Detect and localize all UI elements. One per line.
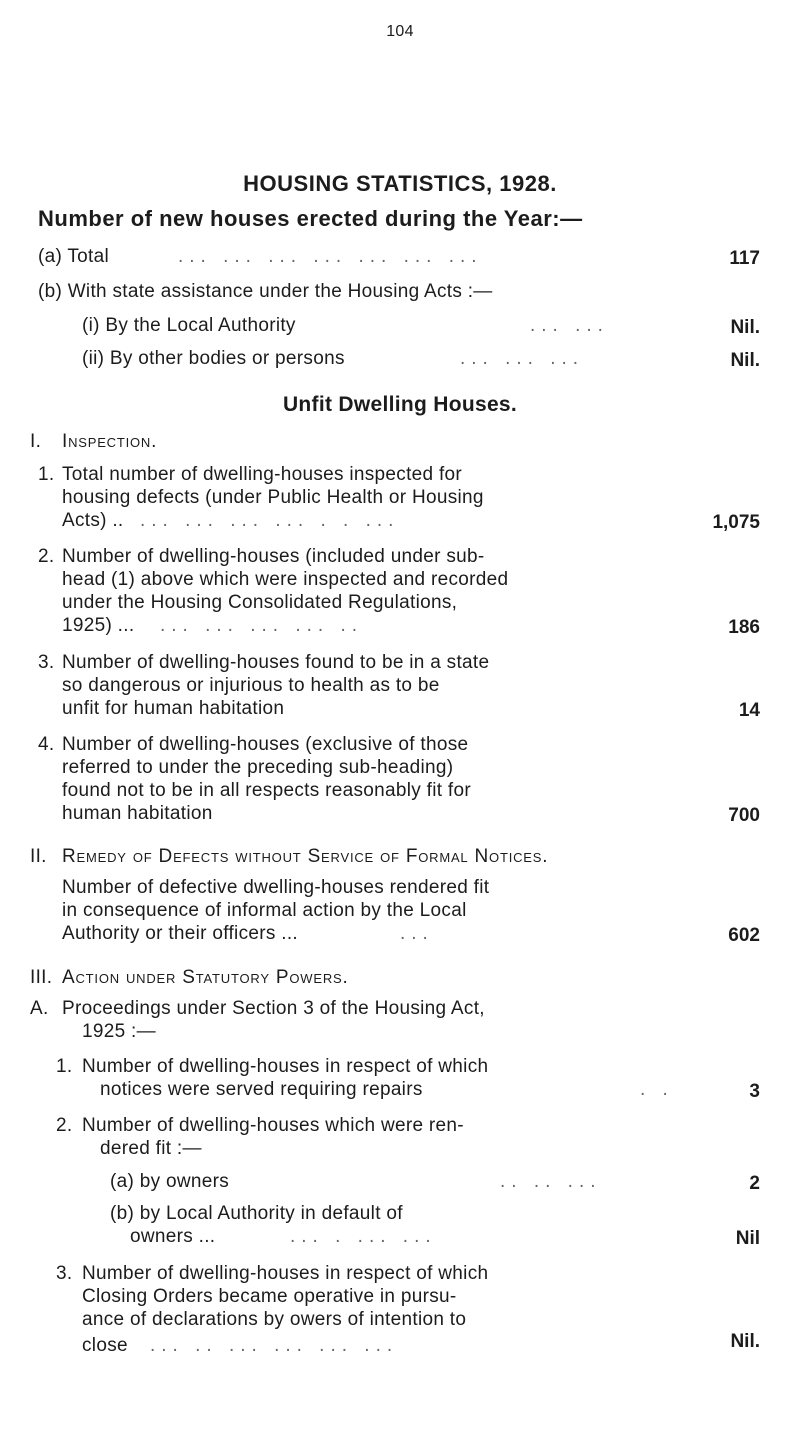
closing-orders-value: Nil. [730,1331,760,1352]
subsection-letter: A. [30,998,49,1019]
page-title: HOUSING STATISTICS, 1928. [243,171,557,196]
item-line: Number of dwelling-houses in respect of which [82,1263,489,1284]
owners-label: (a) by owners [110,1171,229,1192]
leader-dots: . . [640,1079,674,1100]
local-authority-default-value: Nil [735,1228,760,1249]
other-bodies-label: (ii) By other bodies or persons [82,348,345,369]
leader-dots: ... ... ... ... ... ... ... [178,246,483,267]
section-iii-heading: Action under Statutory Powers. [62,967,349,988]
remedy-value: 602 [728,925,760,946]
not-fit-value: 700 [728,805,760,826]
item-line: dered fit :— [100,1138,202,1159]
item-line: human habitation [62,803,213,824]
local-authority-default-line: owners ... [130,1226,216,1247]
leader-dots: ... [400,923,434,944]
item-line: unfit for human habitation [62,698,285,719]
item-line: found not to be in all respects reasonably fit for [62,780,471,801]
dangerous-value: 14 [738,700,760,721]
owners-value: 2 [749,1173,760,1194]
item-number: 1. [56,1056,73,1077]
section-ii-numeral: II. [30,846,47,867]
item-number: 3. [56,1263,73,1284]
item-line: Number of dwelling-houses (exclusive of those [62,734,469,755]
item-number: 4. [38,734,55,755]
total-label: (a) Total [38,246,109,267]
local-authority-value: Nil. [730,317,760,338]
item-number: 1. [38,464,55,485]
item-line: Number of dwelling-houses in respect of which [82,1056,489,1077]
section-ii-heading: Remedy of Defects without Service of Formal Notices. [62,846,549,867]
leader-dots: ... .. ... ... ... ... [150,1335,399,1356]
other-bodies-value: Nil. [730,350,760,371]
inspected-value: 1,075 [712,512,760,533]
new-houses-heading: Number of new houses erected during the Year:— [38,206,583,231]
item-line: Number of dwelling-houses which were ren- [82,1115,464,1136]
item-line: notices were served requiring repairs [100,1079,423,1100]
item-number: 3. [38,652,55,673]
subsection-line: 1925 :— [82,1021,156,1042]
leader-dots: ... ... [530,315,609,336]
local-authority-label: (i) By the Local Authority [82,315,296,336]
leader-dots: ... ... ... ... .. [160,615,364,636]
item-line: Acts) .. [62,510,124,531]
item-line: Number of dwelling-houses (included under sub- [62,546,485,567]
item-number: 2. [38,546,55,567]
repair-notices-value: 3 [749,1081,760,1102]
item-line: Closing Orders became operative in pursu- [82,1286,457,1307]
item-line: housing defects (under Public Health or Housing [62,487,484,508]
item-line: 1925) ... [62,615,135,636]
section-i-heading: Inspection. [62,431,158,452]
subsection-line: Proceedings under Section 3 of the Housing Act, [62,998,485,1019]
leader-dots: .. .. ... [500,1171,602,1192]
item-line: Total number of dwelling-houses inspected for [62,464,463,485]
page-number: 104 [386,23,414,40]
leader-dots: ... . ... ... [290,1226,437,1247]
remedy-line: Authority or their officers ... [62,923,298,944]
leader-dots: ... ... ... [460,348,585,369]
section-i-numeral: I. [30,431,42,452]
item-line: close [82,1335,128,1356]
item-line: under the Housing Consolidated Regulations, [62,592,458,613]
state-assistance-label: (b) With state assistance under the Housing Acts :— [38,281,493,302]
remedy-line: in consequence of informal action by the Local [62,900,467,921]
item-number: 2. [56,1115,73,1136]
item-line: referred to under the preceding sub-heading) [62,757,454,778]
item-line: ance of declarations by owers of intention to [82,1309,467,1330]
item-line: so dangerous or injurious to health as to be [62,675,440,696]
item-line: head (1) above which were inspected and recorded [62,569,509,590]
leader-dots: ... ... ... ... . . ... [140,510,400,531]
local-authority-default-line: (b) by Local Authority in default of [110,1203,403,1224]
remedy-line: Number of defective dwelling-houses rendered fit [62,877,490,898]
recorded-value: 186 [728,617,760,638]
section-iii-numeral: III. [30,967,53,988]
unfit-heading: Unfit Dwelling Houses. [282,393,518,416]
total-value: 117 [729,248,760,269]
item-line: Number of dwelling-houses found to be in a state [62,652,490,673]
